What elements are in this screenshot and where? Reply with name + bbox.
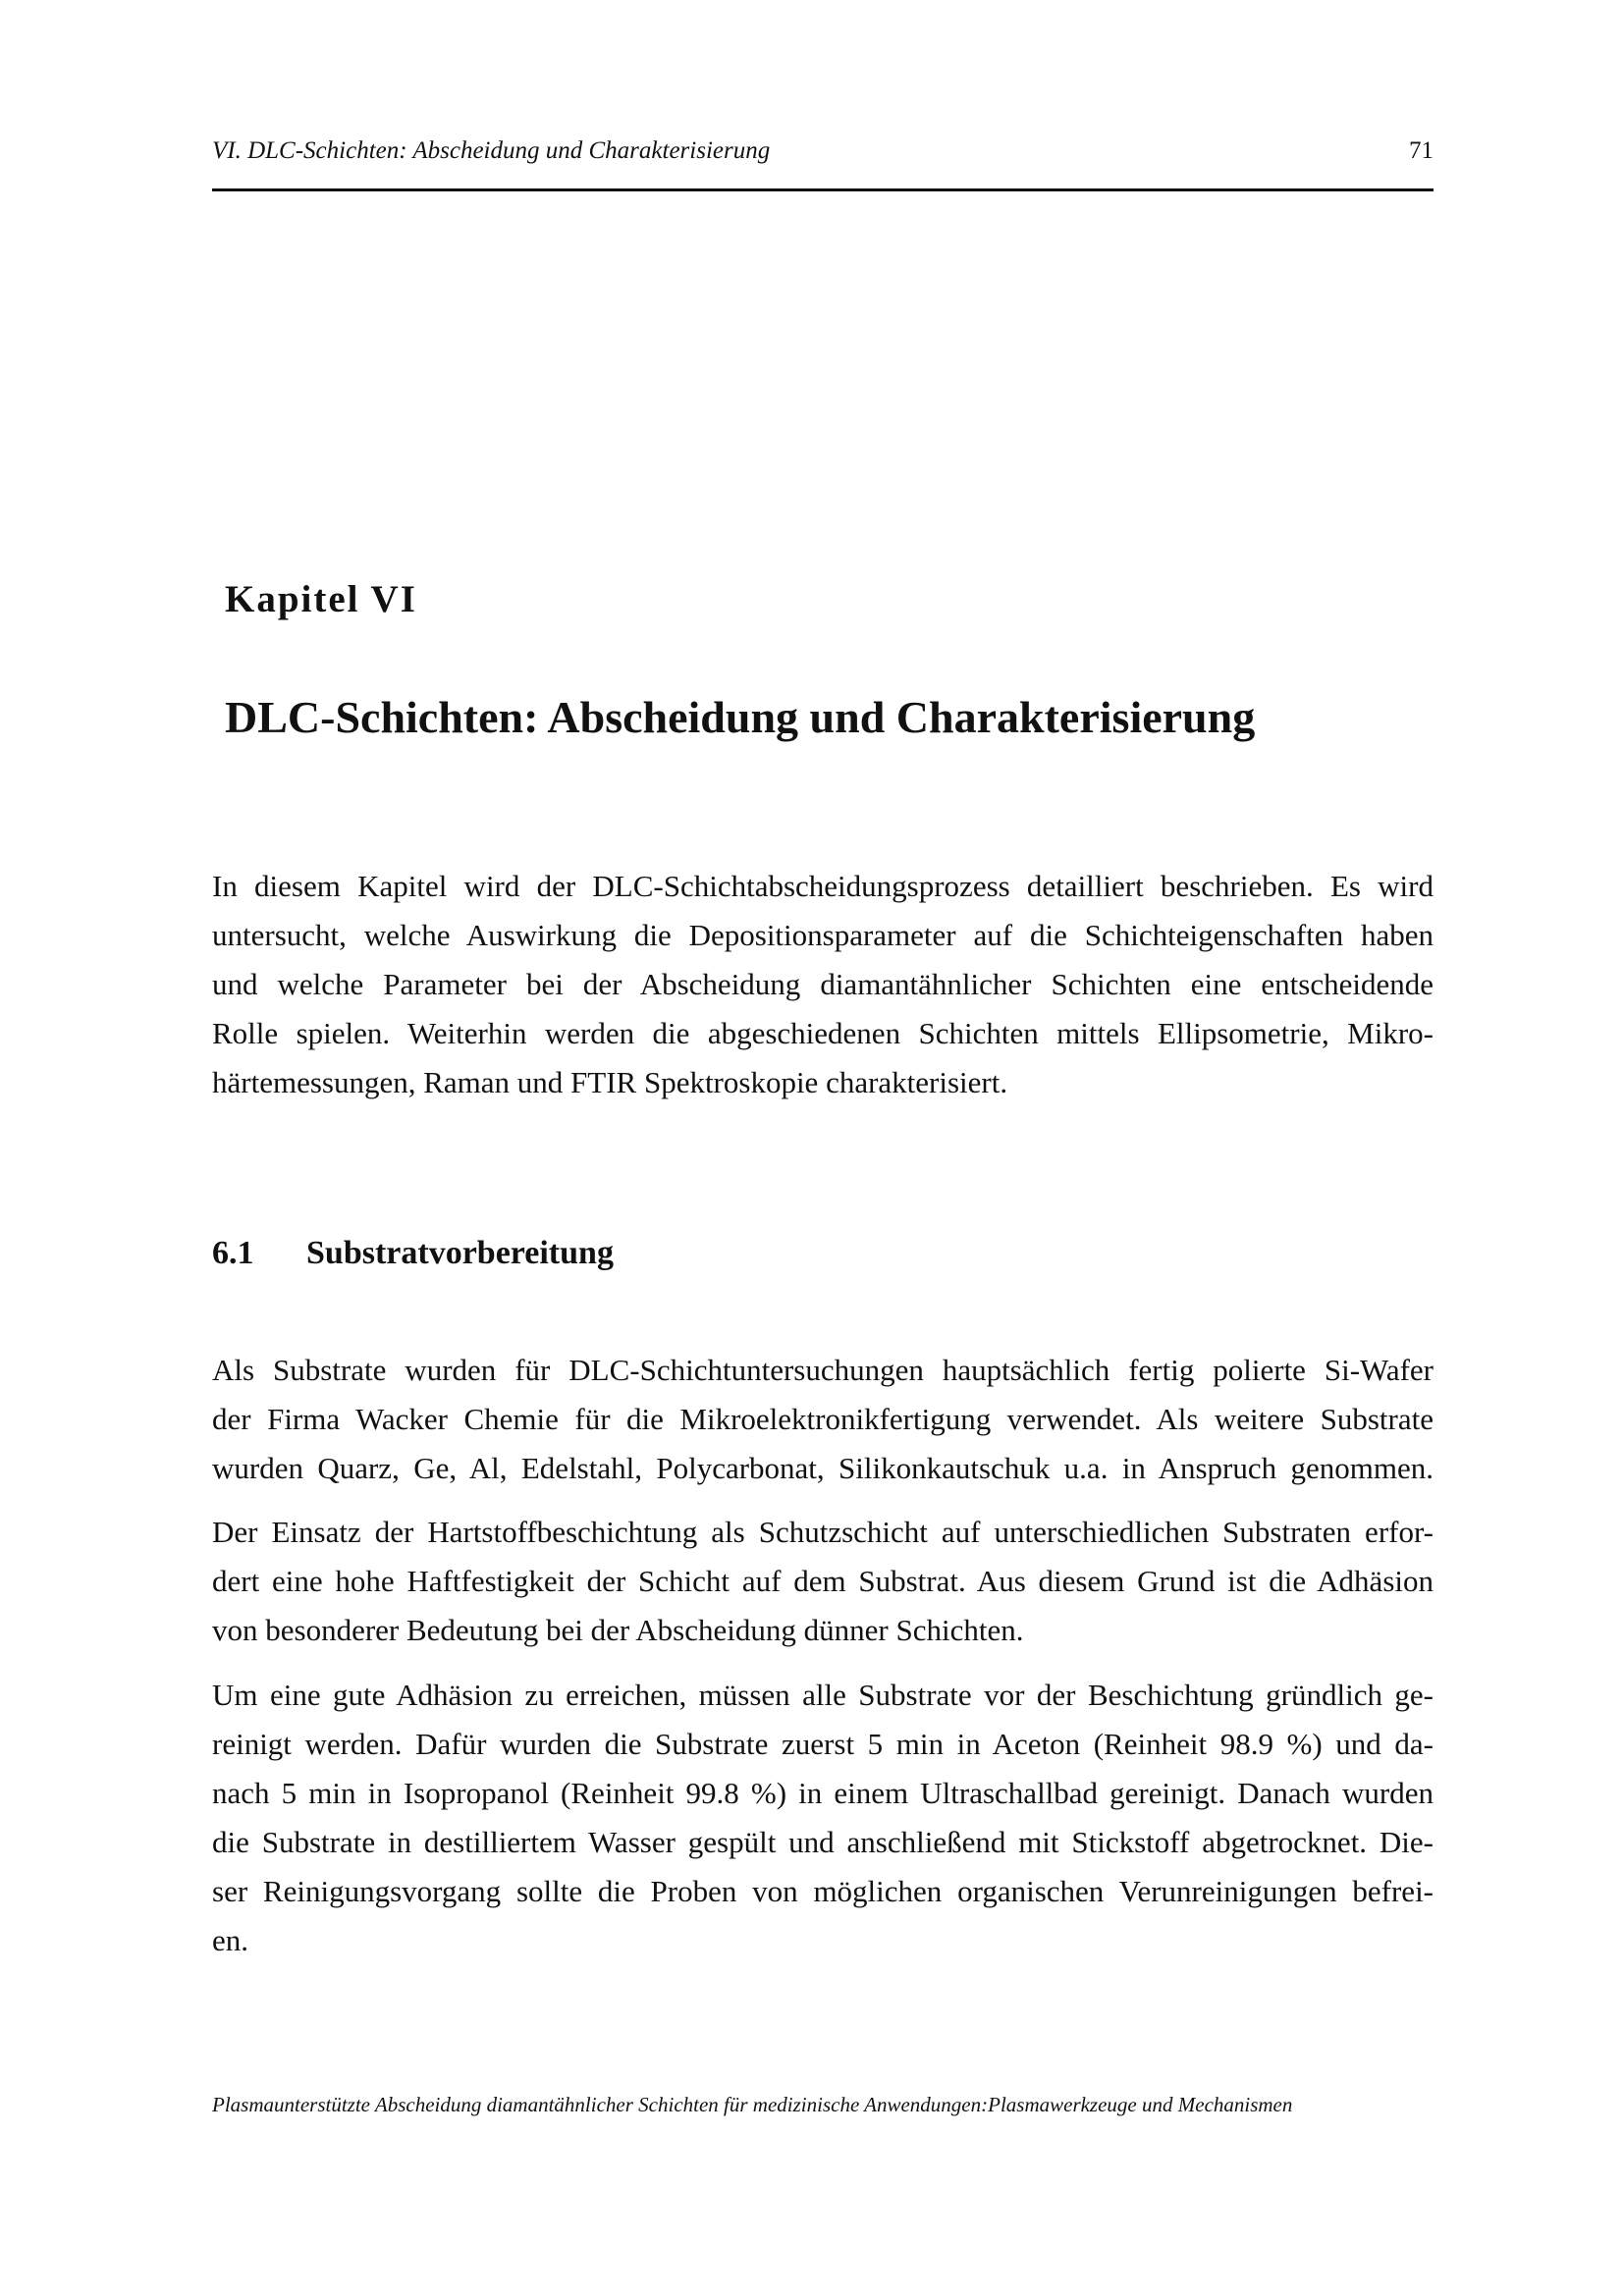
- text-line: von besonderer Bedeutung bei der Abscheidung dünner Schichten.: [212, 1613, 1024, 1647]
- text-line: und welche Parameter bei der Abscheidung diamantähnlicher Schichten eine entscheidende: [212, 967, 1434, 1001]
- chapter-title: DLC-Schichten: Abscheidung und Charakterisierung: [225, 692, 1256, 742]
- section-heading: [212, 1235, 614, 1272]
- section-number: 6.1: [212, 1235, 254, 1271]
- text-line: der Firma Wacker Chemie für die Mikroelektronikfertigung verwendet. Als weitere Substrate: [212, 1402, 1434, 1436]
- text-line: Rolle spielen. Weiterhin werden die abgeschiedenen Schichten mittels Ellipsometrie, Mikro-: [212, 1016, 1434, 1050]
- text-line: In diesem Kapitel wird der DLC-Schichtabscheidungsprozess detailliert beschrieben. Es wird: [212, 869, 1434, 903]
- section-paragraph-3: [212, 1671, 1434, 1965]
- text-line: ser Reinigungsvorgang sollte die Proben von möglichen organischen Verunreinigungen befrei-: [212, 1874, 1434, 1908]
- text-line: untersucht, welche Auswirkung die Depositionsparameter auf die Schichteigenschaften haben: [212, 918, 1434, 952]
- text-line: nach 5 min in Isopropanol (Reinheit 99.8 %) in einem Ultraschallbad gereinigt. Danach wurden: [212, 1776, 1434, 1810]
- header-rule: [212, 188, 1434, 191]
- text-line: die Substrate in destilliertem Wasser gespült und anschließend mit Stickstoff abgetrocknet. Die-: [212, 1825, 1434, 1859]
- section-paragraph-2: [212, 1508, 1434, 1655]
- running-header-title: VI. DLC-Schichten: Abscheidung und Charakterisierung: [212, 137, 771, 164]
- text-line: Um eine gute Adhäsion zu erreichen, müssen alle Substrate vor der Beschichtung gründlich ge-: [212, 1678, 1434, 1712]
- text-line: wurden Quarz, Ge, Al, Edelstahl, Polycarbonat, Silikonkautschuk u.a. in Anspruch genommen.: [212, 1451, 1434, 1485]
- text-line: Der Einsatz der Hartstoffbeschichtung als Schutzschicht auf unterschiedlichen Substraten erfor-: [212, 1515, 1434, 1549]
- section-paragraph-1: [212, 1346, 1434, 1493]
- page-number: 71: [1409, 137, 1434, 164]
- section-title: Substratvorbereitung: [306, 1235, 614, 1271]
- chapter-label: Kapitel VI: [225, 578, 417, 620]
- text-line: reinigt werden. Dafür wurden die Substrate zuerst 5 min in Aceton (Reinheit 98.9 %) und da-: [212, 1727, 1434, 1761]
- intro-paragraph: [212, 862, 1434, 1107]
- text-line: Als Substrate wurden für DLC-Schichtuntersuchungen hauptsächlich fertig polierte Si-Wafer: [212, 1353, 1434, 1387]
- text-line: dert eine hohe Haftfestigkeit der Schicht auf dem Substrat. Aus diesem Grund ist die Adhäsion: [212, 1564, 1434, 1598]
- text-line: en.: [212, 1923, 249, 1957]
- text-line: härtemessungen, Raman und FTIR Spektroskopie charakterisiert.: [212, 1065, 1008, 1099]
- page-footer: Plasmaunterstützte Abscheidung diamantähnlicher Schichten für medizinische Anwendungen:Plasmawerkzeuge und Mechanismen: [212, 2093, 1293, 2116]
- running-header: [212, 137, 1434, 177]
